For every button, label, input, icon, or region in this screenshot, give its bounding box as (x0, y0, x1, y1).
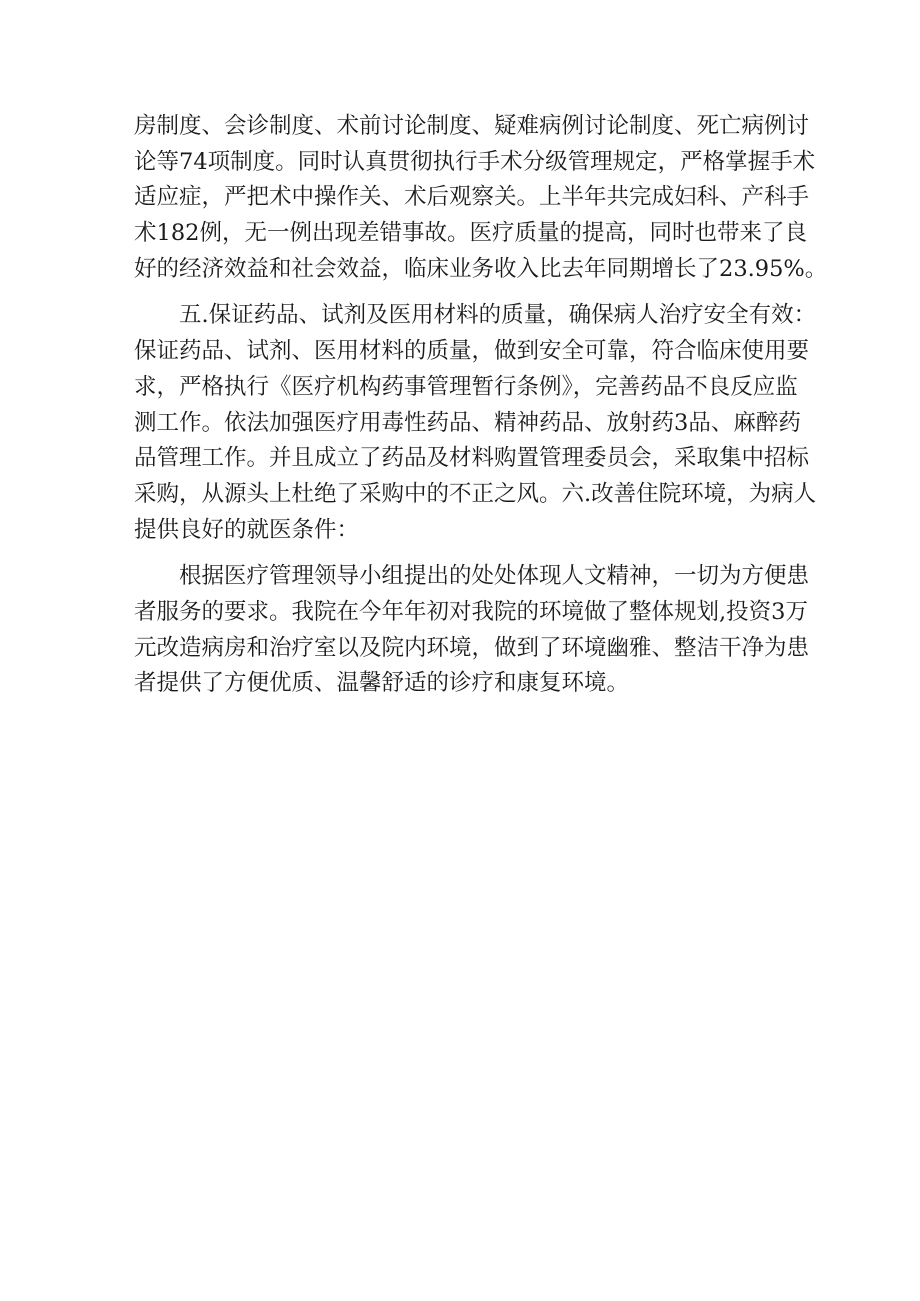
text-line: 品管理工作。并且成立了药品及材料购置管理委员会，采取集中招标 (134, 445, 810, 472)
text-line: 保证药品、试剂、医用材料的质量，做到安全可靠，符合临床使用要 (134, 338, 810, 365)
paragraph-spacer (134, 287, 792, 298)
text-line: 元改造病房和治疗室以及院内环境，做到了环境幽雅、整洁干净为患 (134, 634, 810, 661)
text-line: 提供良好的就医条件： (134, 516, 360, 543)
text-line: 房制度、会诊制度、术前讨论制度、疑难病例讨论制度、死亡病例讨 (134, 113, 810, 139)
paragraph-environment (134, 559, 810, 702)
text-line: 根据医疗管理领导小组提出的处处体现人文精神，一切为方便患 (179, 563, 810, 590)
section-heading-line: 五.保证药品、试剂及医用材料的质量，确保病人治疗安全有效： (179, 302, 817, 329)
text-line: 者服务的要求。我院在今年年初对我院的环境做了整体规划,投资3万 (134, 598, 808, 625)
text-line: 适应症，严把术中操作关、术后观察关。上半年共完成妇科、产科手 (134, 184, 810, 211)
text-line: 求，严格执行《医疗机构药事管理暂行条例》，完善药品不良反应监 (134, 373, 798, 400)
paragraph-medical-quality (134, 109, 828, 287)
text-line: 者提供了方便优质、温馨舒适的诊疗和康复环境。 (134, 670, 630, 697)
text-line: 术182例，无一例出现差错事故。医疗质量的提高，同时也带来了良 (134, 220, 807, 247)
text-line: 采购，从源头上杜绝了采购中的不正之风。六.改善住院环境，为病人 (134, 480, 817, 507)
text-line: 论等74项制度。同时认真贯彻执行手术分级管理规定，严格掌握手术 (134, 148, 816, 175)
paragraph-drug-quality (134, 298, 817, 548)
text-line: 测工作。依法加强医疗用毒性药品、精神药品、放射药3品、麻醉药 (134, 409, 801, 436)
paragraph-spacer (134, 548, 792, 559)
document-body (134, 109, 828, 702)
text-line: 好的经济效益和社会效益，临床业务收入比去年同期增长了23.95%。 (134, 255, 828, 282)
